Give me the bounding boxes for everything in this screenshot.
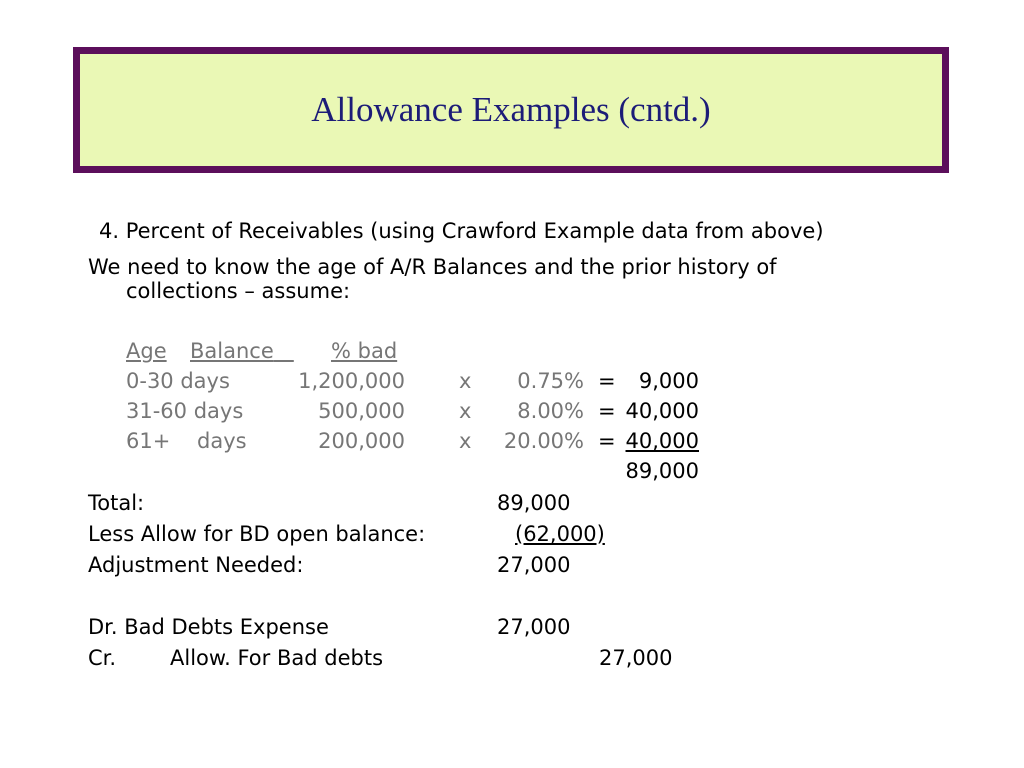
row-pct: 20.00% <box>503 429 584 453</box>
row-result: 9,000 <box>638 369 699 393</box>
row-operator: x <box>459 369 472 393</box>
row-equals: = <box>598 399 616 423</box>
total-label: Total: <box>88 491 145 515</box>
row-pct: 8.00% <box>517 399 584 423</box>
adjustment-label: Adjustment Needed: <box>88 553 304 577</box>
credit-prefix: Cr. <box>88 646 117 670</box>
row-age: 31-60 days <box>126 399 244 423</box>
balance-header: Balance <box>190 339 274 363</box>
total-value: 89,000 <box>497 491 571 515</box>
debit-value: 27,000 <box>497 615 571 639</box>
adjustment-value: 27,000 <box>497 553 571 577</box>
row-operator: x <box>459 399 472 423</box>
title-box <box>73 47 949 173</box>
row-balance: 500,000 <box>318 399 405 423</box>
aging-total: 89,000 <box>625 459 699 483</box>
less-allowance-label: Less Allow for BD open balance: <box>88 522 426 546</box>
row-age: 61+ days <box>126 429 247 453</box>
credit-value: 27,000 <box>599 646 673 670</box>
row-result: 40,000 <box>625 399 699 423</box>
credit-account: Allow. For Bad debts <box>170 646 384 670</box>
pct-bad-header: % bad <box>331 339 398 363</box>
row-age: 0-30 days <box>126 369 230 393</box>
row-equals: = <box>598 369 616 393</box>
section-heading: 4. Percent of Receivables (using Crawford Example data from above) <box>99 219 824 243</box>
row-result: 40,000 <box>625 429 699 453</box>
row-operator: x <box>459 429 472 453</box>
row-equals: = <box>598 429 616 453</box>
intro-line-2: collections – assume: <box>126 279 351 303</box>
less-allowance-value: (62,000) <box>515 522 605 546</box>
age-header: Age <box>126 339 167 363</box>
debit-label: Dr. Bad Debts Expense <box>88 615 329 639</box>
row-balance: 1,200,000 <box>298 369 405 393</box>
row-balance: 200,000 <box>318 429 405 453</box>
row-pct: 0.75% <box>517 369 584 393</box>
slide-title: Allowance Examples (cntd.) <box>311 90 711 129</box>
intro-line-1: We need to know the age of A/R Balances and the prior history of <box>88 255 777 279</box>
